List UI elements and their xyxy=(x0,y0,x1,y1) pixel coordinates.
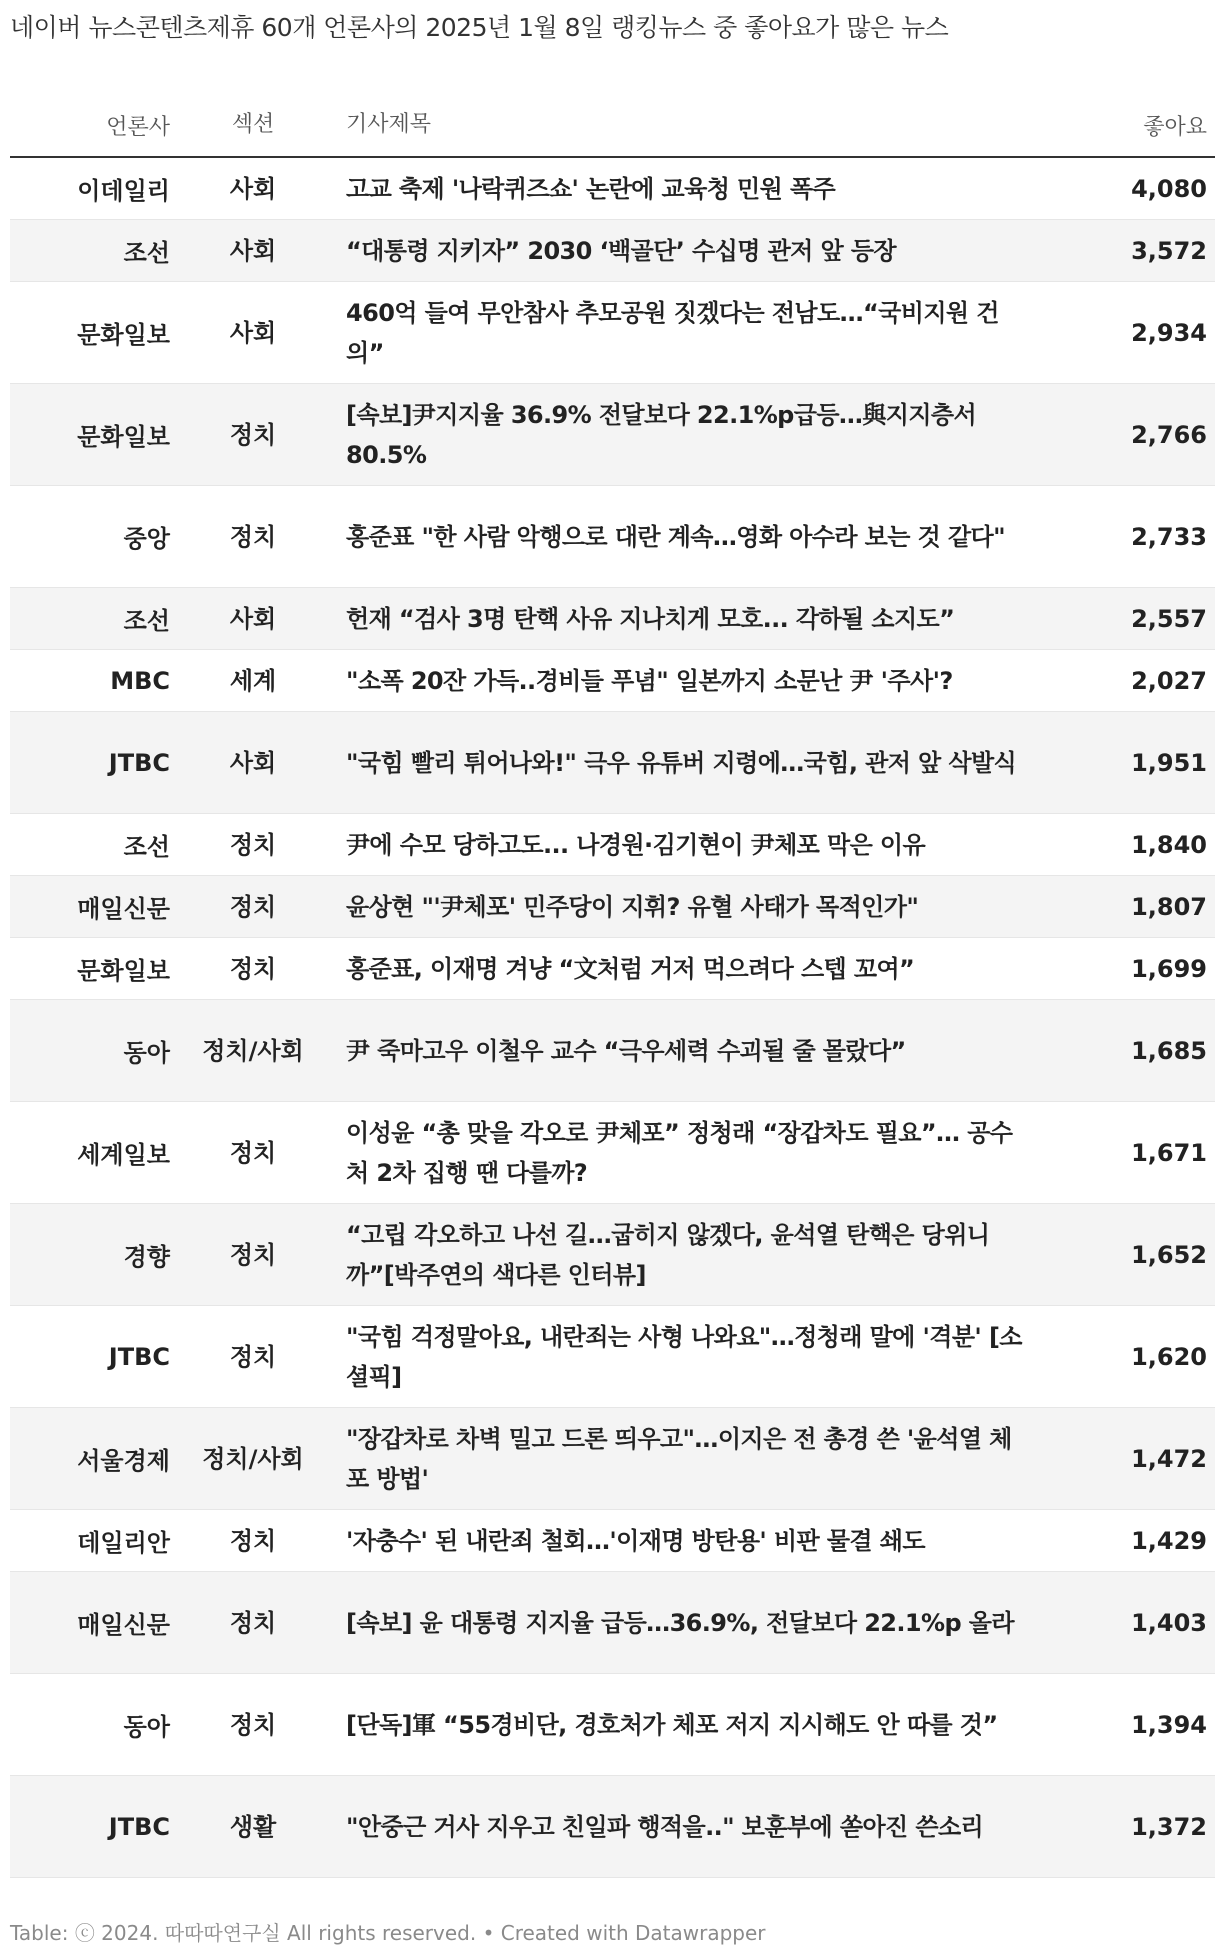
cell-publisher: MBC xyxy=(110,666,170,695)
cell-headline: [속보]尹지지율 36.9% 전달보다 22.1%p급등…與지지층서 80.5% xyxy=(346,400,977,469)
cell-headline: "안중근 거사 지우고 친일파 행적을.." 보훈부에 쏟아진 쓴소리 xyxy=(346,1812,984,1841)
cell-publisher: 중앙 xyxy=(123,525,170,553)
cell-headline: 홍준표 "한 사람 악행으로 대란 계속…영화 아수라 보는 것 같다" xyxy=(346,522,1006,551)
cell-likes: 1,652 xyxy=(1131,1240,1207,1269)
cell-publisher: JTBC xyxy=(108,1812,170,1841)
cell-likes: 1,620 xyxy=(1131,1342,1207,1371)
cell-likes: 1,699 xyxy=(1131,954,1207,983)
table-footer: Table: ⓒ 2024. 따따따연구실 All rights reserved. • Created with Datawrapper xyxy=(10,1921,766,1945)
cell-likes: 2,557 xyxy=(1131,604,1207,633)
cell-publisher: 문화일보 xyxy=(77,423,170,451)
table-row xyxy=(10,282,1215,384)
cell-headline: 홍준표, 이재명 겨냥 “文처럼 거저 먹으려다 스텝 꼬여” xyxy=(346,954,915,983)
cell-section: 정치/사회 xyxy=(202,1036,304,1065)
cell-likes: 1,403 xyxy=(1131,1608,1207,1637)
cell-publisher: 이데일리 xyxy=(77,177,170,205)
cell-section: 사회 xyxy=(229,318,277,347)
cell-section: 정치 xyxy=(229,954,277,983)
cell-likes: 1,394 xyxy=(1131,1710,1207,1739)
cell-section: 세계 xyxy=(229,666,277,695)
cell-publisher: 조선 xyxy=(123,833,170,861)
cell-publisher: 동아 xyxy=(123,1039,170,1067)
table-row xyxy=(10,1306,1215,1408)
cell-headline: 헌재 “검사 3명 탄핵 사유 지나치게 모호... 각하될 소지도” xyxy=(346,604,955,633)
cell-section: 정치 xyxy=(229,1240,277,1269)
cell-headline: 尹에 수모 당하고도... 나경원·김기현이 尹체포 막은 이유 xyxy=(346,830,926,859)
header-headline: 기사제목 xyxy=(346,112,432,137)
cell-section: 정치/사회 xyxy=(202,1444,304,1473)
cell-publisher: 세계일보 xyxy=(77,1141,170,1169)
cell-section: 정치 xyxy=(229,830,277,859)
table-row xyxy=(10,486,1215,588)
cell-headline: "국힘 걱정말아요, 내란죄는 사형 나와요"…정청래 말에 '격분' [소셜픽] xyxy=(346,1322,1022,1391)
cell-section: 정치 xyxy=(229,522,277,551)
cell-headline: "장갑차로 차벽 밀고 드론 띄우고"…이지은 전 총경 쓴 '윤석열 체포 방법' xyxy=(346,1424,1012,1493)
cell-headline: "소폭 20잔 가득..경비들 푸념" 일본까지 소문난 尹 '주사'? xyxy=(346,666,953,695)
table-row xyxy=(10,1102,1215,1204)
table-row xyxy=(10,1674,1215,1776)
table-row xyxy=(10,1000,1215,1102)
cell-likes: 3,572 xyxy=(1131,236,1207,265)
table-row xyxy=(10,712,1215,814)
cell-headline: [단독]軍 “55경비단, 경호처가 체포 저지 지시해도 안 따를 것” xyxy=(346,1710,998,1739)
cell-section: 정치 xyxy=(229,420,277,449)
table-row xyxy=(10,876,1215,938)
cell-section: 정치 xyxy=(229,892,277,921)
cell-publisher: 동아 xyxy=(123,1713,170,1741)
header-section: 섹션 xyxy=(231,112,275,137)
table-row xyxy=(10,1572,1215,1674)
cell-section: 정치 xyxy=(229,1138,277,1167)
table-body xyxy=(10,158,1215,1878)
cell-publisher: JTBC xyxy=(108,748,170,777)
cell-likes: 1,372 xyxy=(1131,1812,1207,1841)
cell-publisher: 조선 xyxy=(123,239,170,267)
cell-headline: 尹 죽마고우 이철우 교수 “극우세력 수괴될 줄 몰랐다” xyxy=(346,1036,906,1065)
cell-section: 정치 xyxy=(229,1342,277,1371)
cell-likes: 2,934 xyxy=(1131,318,1207,347)
cell-headline: "국힘 빨리 튀어나와!" 극우 유튜버 지령에…국힘, 관저 앞 삭발식 xyxy=(346,748,1017,777)
cell-likes: 4,080 xyxy=(1131,174,1207,203)
cell-likes: 2,027 xyxy=(1131,666,1207,695)
cell-section: 사회 xyxy=(229,174,277,203)
table-row xyxy=(10,814,1215,876)
cell-likes: 1,429 xyxy=(1131,1526,1207,1555)
cell-headline: [속보] 윤 대통령 지지율 급등…36.9%, 전달보다 22.1%p 올라 xyxy=(346,1608,1014,1637)
table-row xyxy=(10,220,1215,282)
cell-section: 정치 xyxy=(229,1526,277,1555)
cell-likes: 1,840 xyxy=(1131,830,1207,859)
cell-publisher: 매일신문 xyxy=(77,895,170,923)
table-row xyxy=(10,650,1215,712)
cell-publisher: JTBC xyxy=(108,1342,170,1371)
cell-headline: “고립 각오하고 나선 길…굽히지 않겠다, 윤석열 탄핵은 당위니까”[박주연의 색다른 인터뷰] xyxy=(346,1220,990,1289)
table-row xyxy=(10,1408,1215,1510)
cell-section: 사회 xyxy=(229,236,277,265)
cell-likes: 1,685 xyxy=(1131,1036,1207,1065)
cell-publisher: 문화일보 xyxy=(77,957,170,985)
cell-section: 생활 xyxy=(229,1812,277,1841)
table-row xyxy=(10,158,1215,220)
table-header xyxy=(10,94,1215,158)
header-likes: 좋아요 xyxy=(1143,114,1207,140)
cell-publisher: 매일신문 xyxy=(77,1611,170,1639)
cell-likes: 1,951 xyxy=(1131,748,1207,777)
cell-publisher: 조선 xyxy=(123,607,170,635)
cell-publisher: 데일리안 xyxy=(77,1529,170,1557)
cell-section: 사회 xyxy=(229,748,277,777)
table-row xyxy=(10,1776,1215,1878)
table-row xyxy=(10,938,1215,1000)
cell-section: 사회 xyxy=(229,604,277,633)
cell-headline: 윤상현 "'尹체포' 민주당이 지휘? 유혈 사태가 목적인가" xyxy=(346,892,919,921)
table-row xyxy=(10,1510,1215,1572)
table-row xyxy=(10,384,1215,486)
cell-likes: 1,671 xyxy=(1131,1138,1207,1167)
cell-section: 정치 xyxy=(229,1710,277,1739)
cell-likes: 1,472 xyxy=(1131,1444,1207,1473)
cell-headline: '자충수' 된 내란죄 철회…'이재명 방탄용' 비판 물결 쇄도 xyxy=(346,1526,925,1555)
table-row xyxy=(10,588,1215,650)
ranking-table xyxy=(10,94,1215,1878)
cell-headline: 460억 들여 무안참사 추모공원 짓겠다는 전남도…“국비지원 건의” xyxy=(346,298,999,367)
header-publisher: 언론사 xyxy=(106,114,170,140)
table-title: 네이버 뉴스콘텐츠제휴 60개 언론사의 2025년 1월 8일 랭킹뉴스 중 좋아요가 많은 뉴스 xyxy=(10,13,949,42)
cell-publisher: 서울경제 xyxy=(77,1447,170,1475)
cell-publisher: 경향 xyxy=(123,1243,170,1271)
cell-headline: 이성윤 “총 맞을 각오로 尹체포” 정청래 “장갑차도 필요”… 공수처 2차 집행 땐 다를까? xyxy=(346,1118,1013,1187)
cell-likes: 1,807 xyxy=(1131,892,1207,921)
cell-section: 정치 xyxy=(229,1608,277,1637)
cell-headline: 고교 축제 '나락퀴즈쇼' 논란에 교육청 민원 폭주 xyxy=(346,174,836,203)
cell-headline: “대통령 지키자” 2030 ‘백골단’ 수십명 관저 앞 등장 xyxy=(346,236,896,265)
cell-likes: 2,766 xyxy=(1131,420,1207,449)
table-row xyxy=(10,1204,1215,1306)
cell-likes: 2,733 xyxy=(1131,522,1207,551)
cell-publisher: 문화일보 xyxy=(77,321,170,349)
